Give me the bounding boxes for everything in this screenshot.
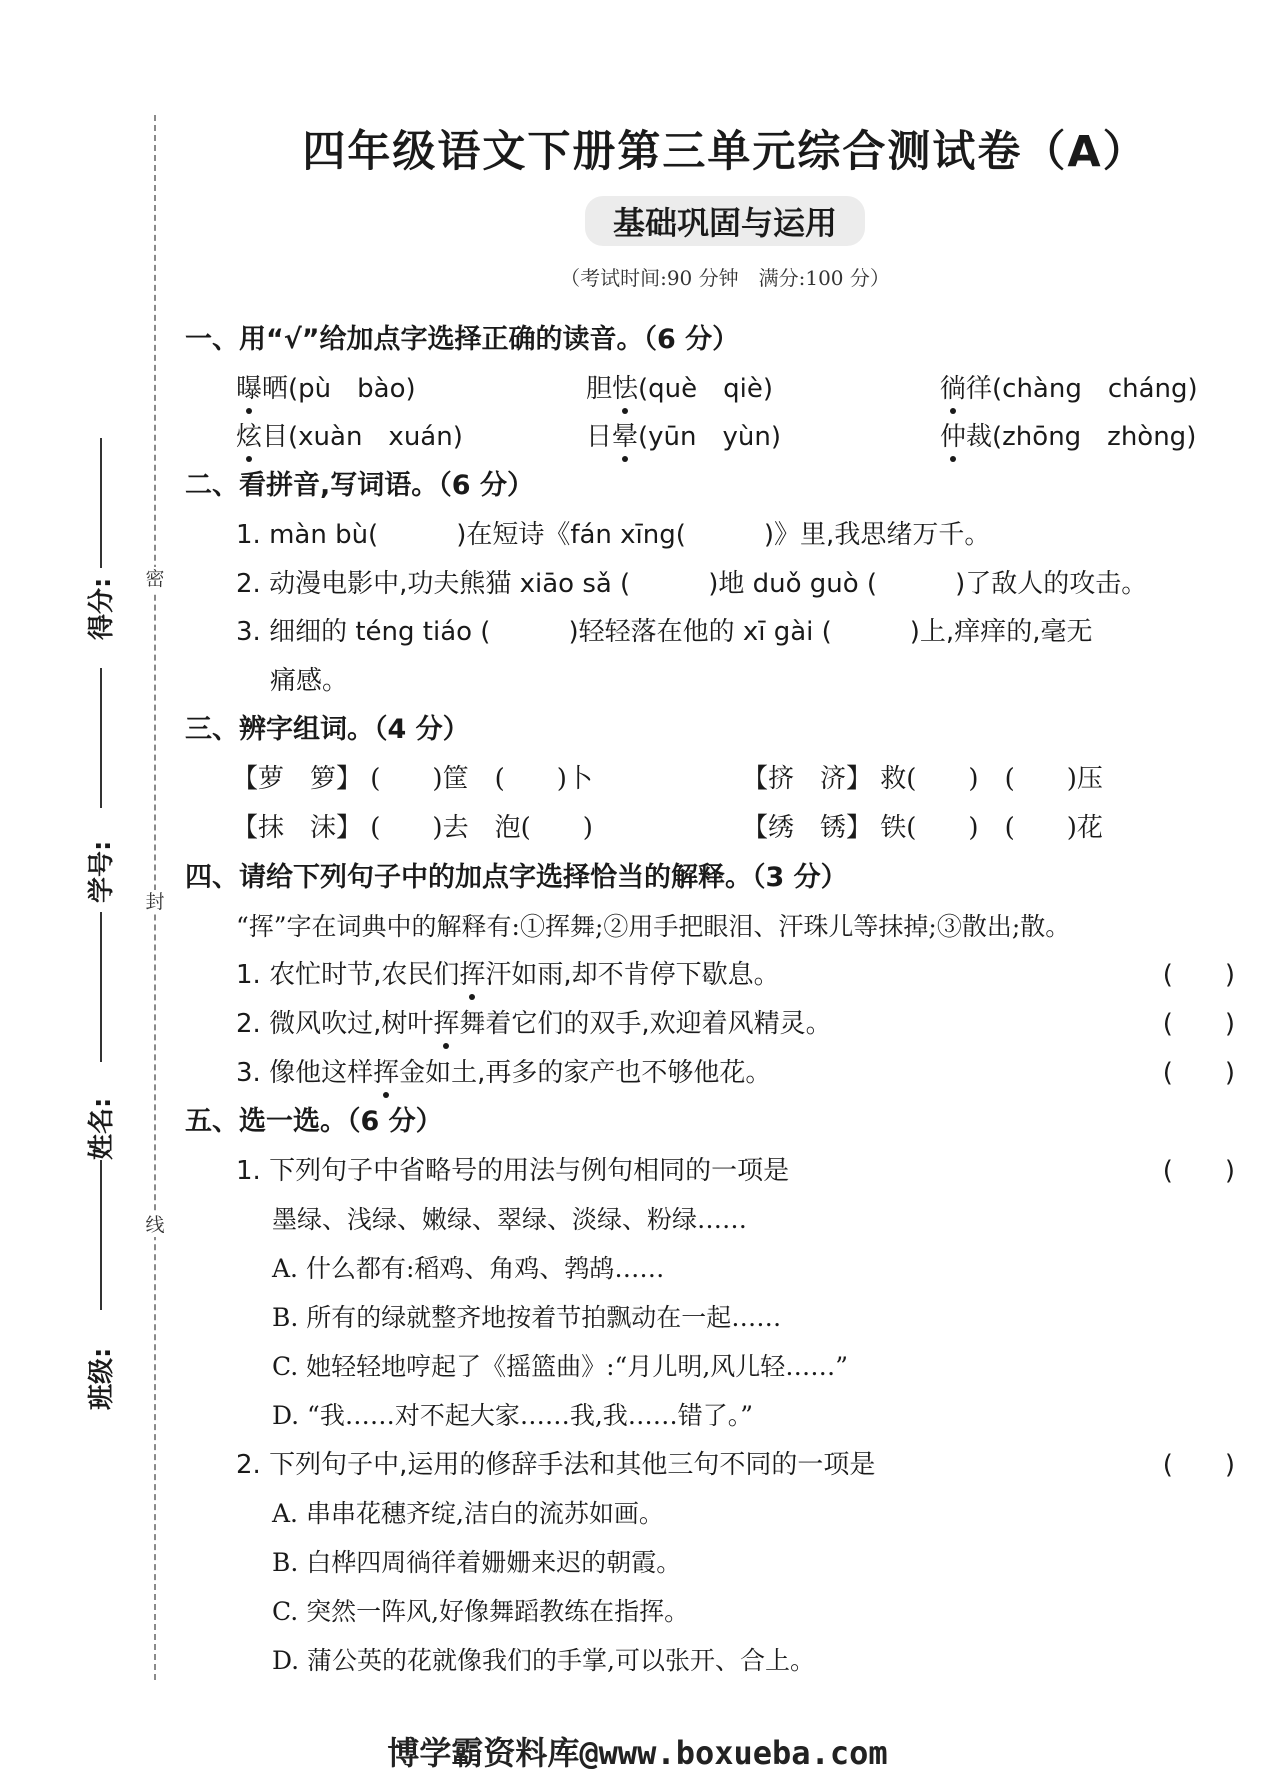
class-field: [72, 1347, 132, 1410]
exam-meta: （考试时间:90 分钟 满分:100 分）: [560, 266, 890, 290]
section-1-heading: 一、用“√”给加点字选择正确的读音。（6 分）: [185, 324, 740, 355]
s1-item-4: 炫目(xuàn xuán): [236, 419, 463, 455]
dotted-char: 挥: [433, 1006, 459, 1042]
s5-q1-answer[interactable]: ( ): [1162, 1156, 1235, 1186]
dotted-char: 徜: [940, 371, 966, 407]
s3-group-1: 【萝 箩】 ( )筐 ( )卜: [232, 764, 593, 794]
s5-q2-option-d: D. 蒲公英的花就像我们的手掌,可以张开、合上。: [272, 1646, 815, 1675]
s2-line-4: 痛感。: [270, 666, 349, 696]
section-2-heading: 二、看拼音,写词语。（6 分）: [185, 470, 534, 501]
s5-q2-option-c: C. 突然一阵风,好像舞蹈教练在指挥。: [272, 1597, 690, 1626]
name-field: [72, 1097, 132, 1160]
seal-char-feng: 封: [145, 891, 165, 913]
subtitle-wrap: [175, 196, 1275, 246]
s5-q1-option-c: C. 她轻轻地哼起了《摇篮曲》:“月儿明,风儿轻……”: [272, 1352, 849, 1381]
student-id-label: 学号:: [87, 840, 117, 903]
s3-group-3: 【抹 沫】 ( )去 泡( ): [232, 813, 593, 843]
s1-item-3: 徜徉(chàng cháng): [940, 371, 1198, 407]
exam-title: 四年级语文下册第三单元综合测试卷（A）: [302, 127, 1148, 177]
s4-item-3: 3. 像他这样挥金如土,再多的家产也不够他花。: [236, 1055, 771, 1091]
s1-item-6: 仲裁(zhōng zhòng): [940, 419, 1196, 455]
section-4-heading: 四、请给下列句子中的加点字选择恰当的解释。（3 分）: [185, 862, 848, 893]
s2-line-3: 3. 细细的 téng tiáo ( )轻轻落在他的 xī gài ( )上,痒痒的,毫无: [236, 617, 1093, 647]
s5-q2-option-b: B. 白桦四周徜徉着姗姗来迟的朝霞。: [272, 1548, 682, 1577]
s2-line-2: 2. 动漫电影中,功夫熊猫 xiāo sǎ ( )地 duǒ guò ( )了敌人的攻击。: [236, 569, 1148, 599]
dotted-char: 挥: [459, 957, 485, 993]
class-line: [100, 1160, 102, 1310]
s3-group-2: 【挤 济】 救( ) ( )压: [742, 764, 1103, 794]
s5-q1-example: 墨绿、浅绿、嫩绿、翠绿、淡绿、粉绿……: [272, 1205, 748, 1234]
s1-item-2: 胆怯(què qiè): [586, 371, 773, 407]
seal-char-xian: 线: [145, 1214, 165, 1236]
class-label: 班级:: [87, 1347, 117, 1410]
footer-watermark: 博学霸资料库@www.boxueba.com: [387, 1734, 888, 1772]
exam-subtitle: 基础巩固与运用: [585, 196, 865, 246]
dotted-char: 怯: [612, 371, 638, 407]
s5-q2-option-a: A. 串串花穗齐绽,洁白的流苏如画。: [272, 1499, 664, 1528]
name-line: [100, 912, 102, 1062]
student-id-line: [100, 668, 102, 808]
section-5-heading: 五、选一选。（6 分）: [185, 1106, 443, 1137]
name-label: 姓名:: [87, 1097, 117, 1160]
s4-item-1: 1. 农忙时节,农民们挥汗如雨,却不肯停下歇息。: [236, 957, 780, 993]
s5-q1-option-a: A. 什么都有:稻鸡、角鸡、鹁鸪……: [272, 1254, 665, 1283]
s4-intro: “挥”字在词典中的解释有:①挥舞;②用手把眼泪、汗珠儿等抹掉;③散出;散。: [236, 912, 1071, 941]
seal-char-mi: 密: [145, 568, 165, 590]
score-field: [72, 577, 132, 640]
section-3-heading: 三、辨字组词。（4 分）: [185, 714, 470, 745]
score-label: 得分:: [87, 577, 117, 640]
s5-q1-option-d: D. “我……对不起大家……我,我……错了。”: [272, 1401, 754, 1430]
dotted-char: 曝: [236, 371, 262, 407]
s5-q2-answer[interactable]: ( ): [1162, 1450, 1235, 1480]
s4-item-2: 2. 微风吹过,树叶挥舞着它们的双手,欢迎着风精灵。: [236, 1006, 832, 1042]
s5-q1-option-b: B. 所有的绿就整齐地按着节拍飘动在一起……: [272, 1303, 782, 1332]
s4-answer-3[interactable]: ( ): [1162, 1058, 1235, 1088]
s1-item-1: 曝晒(pù bào): [236, 371, 416, 407]
s2-line-1: 1. màn bù( )在短诗《fán xīng( )》里,我思绪万千。: [236, 520, 991, 550]
s5-q1-stem: 1. 下列句子中省略号的用法与例句相同的一项是: [236, 1156, 790, 1186]
s5-q2-stem: 2. 下列句子中,运用的修辞手法和其他三句不同的一项是: [236, 1450, 876, 1480]
s4-answer-1[interactable]: ( ): [1162, 960, 1235, 990]
student-id-field: [72, 840, 132, 903]
dotted-char: 晕: [612, 419, 638, 455]
s1-item-5: 日晕(yūn yùn): [586, 419, 781, 455]
score-line: [100, 438, 102, 568]
s4-answer-2[interactable]: ( ): [1162, 1009, 1235, 1039]
dotted-char: 挥: [373, 1055, 399, 1091]
dotted-char: 炫: [236, 419, 262, 455]
s3-group-4: 【绣 锈】 铁( ) ( )花: [742, 813, 1103, 843]
dotted-char: 仲: [940, 419, 966, 455]
